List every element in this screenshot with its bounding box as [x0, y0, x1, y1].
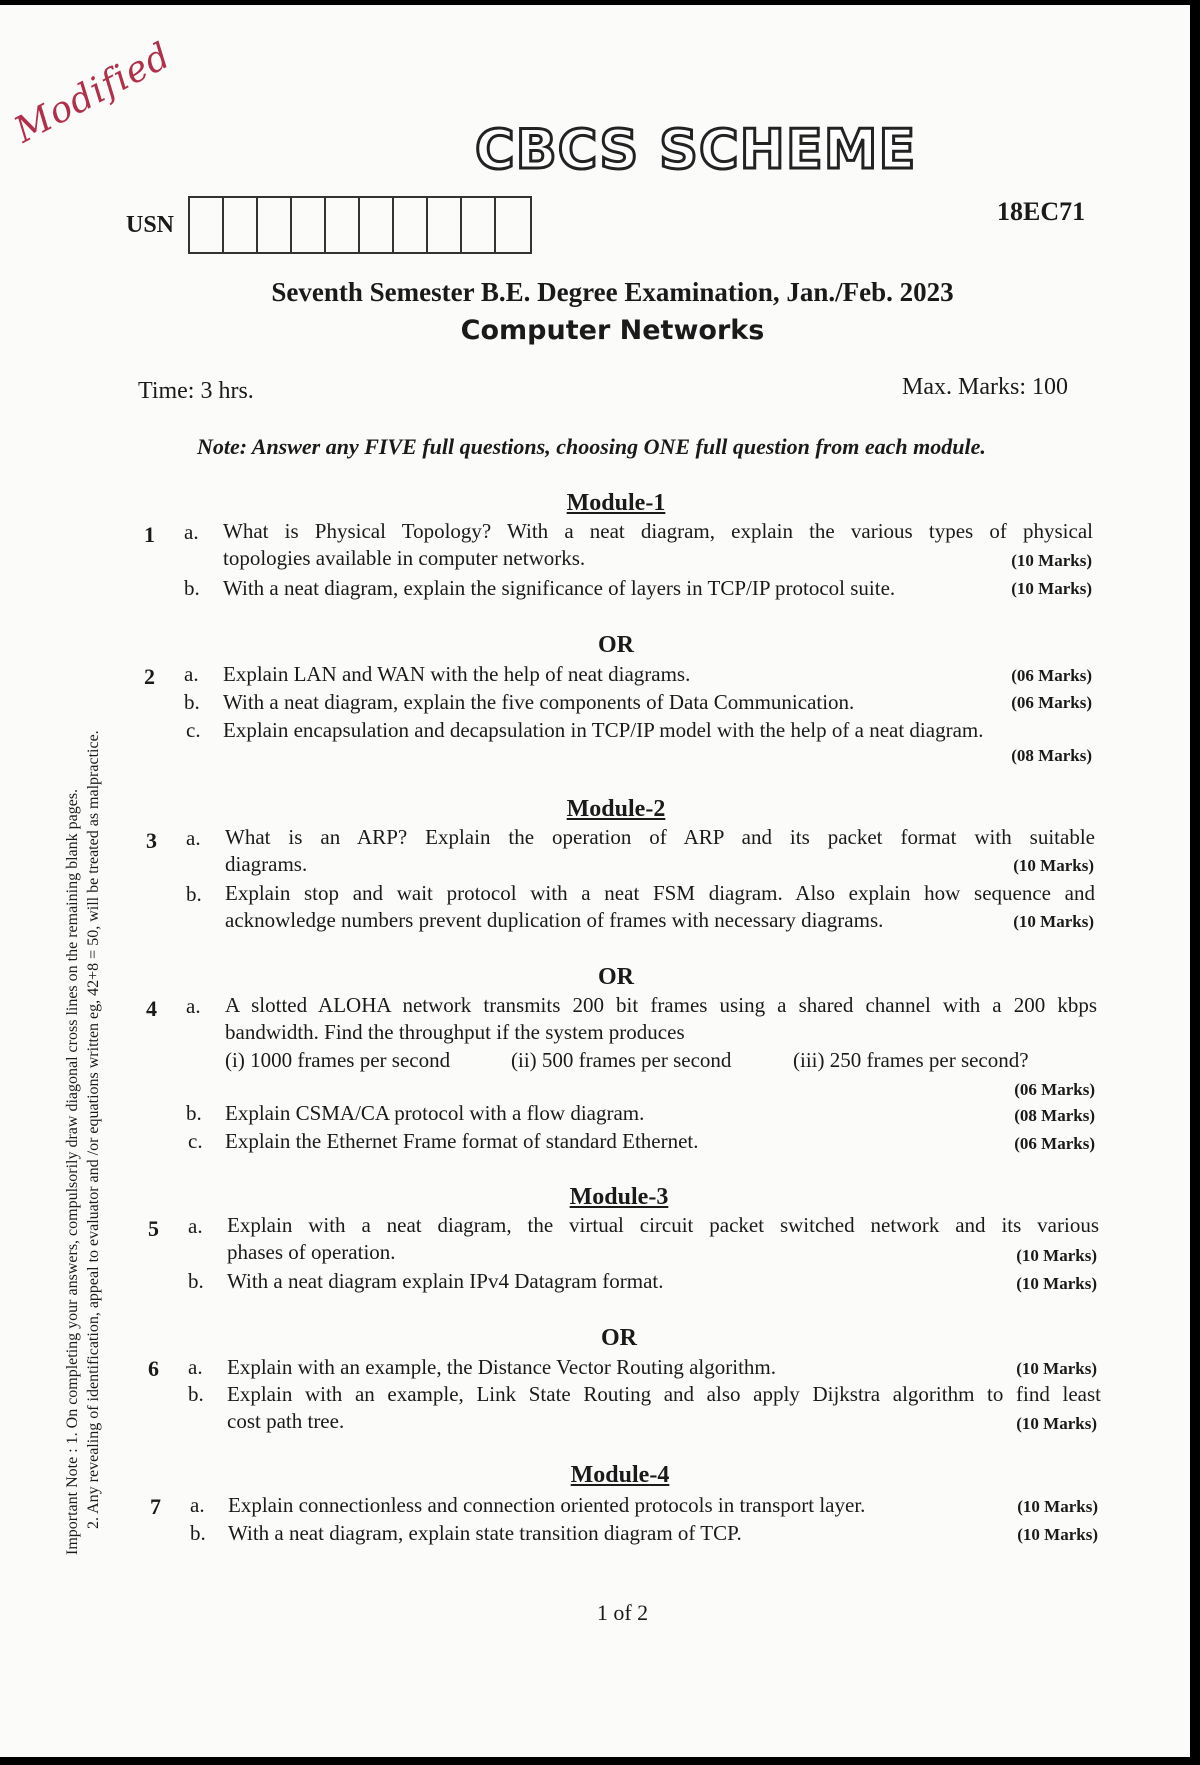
usn-box [224, 198, 258, 252]
sub-question-letter: a. [184, 520, 199, 544]
page-number: 1 of 2 [596, 1600, 649, 1625]
sub-question-letter: c. [188, 1129, 203, 1153]
sub-question-letter: b. [186, 1101, 202, 1125]
sub-question-letter: a. [184, 662, 199, 686]
subject-title: Computer Networks [460, 315, 765, 346]
question-number: 2 [144, 664, 155, 689]
exam-title: Seventh Semester B.E. Degree Examination, Jan./Feb. 2023 [271, 277, 954, 307]
usn-label: USN [126, 212, 175, 238]
question-text: bandwidth. Find the throughput if the system produces [225, 1020, 685, 1044]
question-number: 4 [146, 996, 157, 1021]
usn-boxes [188, 196, 532, 254]
question-text: topologies available in computer networks. [223, 546, 586, 570]
subject-code: 18EC71 [997, 197, 1086, 226]
scheme-stamp: CBCS SCHEME [475, 118, 917, 181]
sub-question-letter: b. [184, 576, 200, 600]
question-number: 3 [146, 828, 157, 853]
question-number: 7 [150, 1494, 161, 1519]
question-text: Explain encapsulation and decapsulation in TCP/IP model with the help of a neat diagram. [223, 718, 984, 742]
important-side-note [62, 455, 104, 1555]
usn-box [428, 198, 462, 252]
side-note-line-2: 2. Any revealing of identification, appeal to evaluator and /or equations written eg, 42+8 = 50, will be treated as malpractice. [85, 730, 102, 1529]
marks-label: (08 Marks) [1011, 746, 1092, 765]
question-option: (ii) 500 frames per second [511, 1048, 732, 1072]
usn-box [190, 198, 224, 252]
module-heading: Module-4 [570, 1462, 670, 1488]
module-heading: Module-2 [566, 796, 666, 822]
marks-label: (06 Marks) [1011, 666, 1092, 685]
max-marks: Max. Marks: 100 [902, 374, 1068, 400]
question-text: Explain stop and wait protocol with a neat FSM diagram. Also explain how sequence and [225, 881, 1095, 905]
sub-question-letter: b. [188, 1269, 204, 1293]
question-text: With a neat diagram, explain the significance of layers in TCP/IP protocol suite. [223, 576, 896, 600]
usn-box [258, 198, 292, 252]
question-text: Explain the Ethernet Frame format of standard Ethernet. [225, 1129, 699, 1153]
question-number: 1 [144, 522, 155, 547]
question-text: cost path tree. [227, 1409, 345, 1433]
question-text: A slotted ALOHA network transmits 200 bit frames using a shared channel with a 200 kbps [225, 993, 1097, 1017]
question-text: Explain CSMA/CA protocol with a flow diagram. [225, 1101, 645, 1125]
question-option: (iii) 250 frames per second? [793, 1048, 1029, 1072]
or-separator: OR [598, 964, 634, 990]
marks-label: (10 Marks) [1016, 1359, 1097, 1378]
question-text: With a neat diagram, explain state transition diagram of TCP. [228, 1521, 742, 1545]
or-separator: OR [601, 1325, 637, 1351]
question-text: Explain with a neat diagram, the virtual circuit packet switched network and its various [227, 1213, 1099, 1237]
question-text: diagrams. [225, 852, 308, 876]
usn-box [326, 198, 360, 252]
marks-label: (10 Marks) [1017, 1497, 1098, 1516]
marks-label: (10 Marks) [1011, 551, 1092, 570]
sub-question-letter: a. [188, 1355, 203, 1379]
usn-box [360, 198, 394, 252]
question-text: Explain with an example, the Distance Vector Routing algorithm. [227, 1355, 776, 1379]
question-text: With a neat diagram, explain the five components of Data Communication. [223, 690, 855, 714]
question-option: (i) 1000 frames per second [225, 1048, 451, 1072]
sub-question-letter: a. [190, 1493, 205, 1517]
question-text: acknowledge numbers prevent duplication of frames with necessary diagrams. [225, 908, 884, 932]
or-separator: OR [598, 632, 634, 658]
question-text: Explain with an example, Link State Routing and also apply Dijkstra algorithm to find least [227, 1382, 1101, 1406]
marks-label: (08 Marks) [1014, 1106, 1095, 1125]
sub-question-letter: b. [190, 1521, 206, 1545]
marks-label: (10 Marks) [1016, 1274, 1097, 1293]
question-text: With a neat diagram explain IPv4 Datagram format. [227, 1269, 664, 1293]
sub-question-letter: b. [186, 882, 202, 906]
marks-label: (06 Marks) [1014, 1080, 1095, 1099]
question-text: What is Physical Topology? With a neat diagram, explain the various types of physical [223, 519, 1093, 543]
marks-label: (10 Marks) [1013, 856, 1094, 875]
usn-box [292, 198, 326, 252]
marks-label: (06 Marks) [1011, 693, 1092, 712]
question-text: Explain LAN and WAN with the help of neat diagrams. [223, 662, 691, 686]
marks-label: (10 Marks) [1011, 579, 1092, 598]
question-number: 5 [148, 1216, 159, 1241]
side-note-line-1: Important Note : 1. On completing your answers, compulsorily draw diagonal cross lines on the remaining blank pages. [64, 788, 81, 1555]
usn-box [394, 198, 428, 252]
question-text: Explain connectionless and connection oriented protocols in transport layer. [228, 1493, 866, 1517]
sub-question-letter: a. [186, 826, 201, 850]
sub-question-letter: b. [184, 690, 200, 714]
sub-question-letter: b. [188, 1382, 204, 1406]
marks-label: (10 Marks) [1016, 1246, 1097, 1265]
sub-question-letter: a. [186, 994, 201, 1018]
usn-box [496, 198, 530, 252]
scan-right-border [1190, 0, 1200, 1765]
sub-question-letter: c. [186, 718, 201, 742]
usn-box [462, 198, 496, 252]
marks-label: (10 Marks) [1017, 1525, 1098, 1544]
instructions-note: Note: Answer any FIVE full questions, choosing ONE full question from each module. [197, 434, 986, 459]
question-text: What is an ARP? Explain the operation of ARP and its packet format with suitable [225, 825, 1095, 849]
exam-time: Time: 3 hrs. [138, 378, 254, 404]
question-text: phases of operation. [227, 1240, 396, 1264]
marks-label: (10 Marks) [1013, 912, 1094, 931]
scan-top-border [0, 0, 1200, 5]
module-heading: Module-3 [569, 1184, 669, 1210]
sub-question-letter: a. [188, 1214, 203, 1238]
scan-bottom-border [0, 1757, 1200, 1765]
handwritten-note: Modified [8, 35, 178, 152]
marks-label: (06 Marks) [1014, 1134, 1095, 1153]
module-heading: Module-1 [566, 490, 666, 516]
question-number: 6 [148, 1356, 159, 1381]
marks-label: (10 Marks) [1016, 1414, 1097, 1433]
